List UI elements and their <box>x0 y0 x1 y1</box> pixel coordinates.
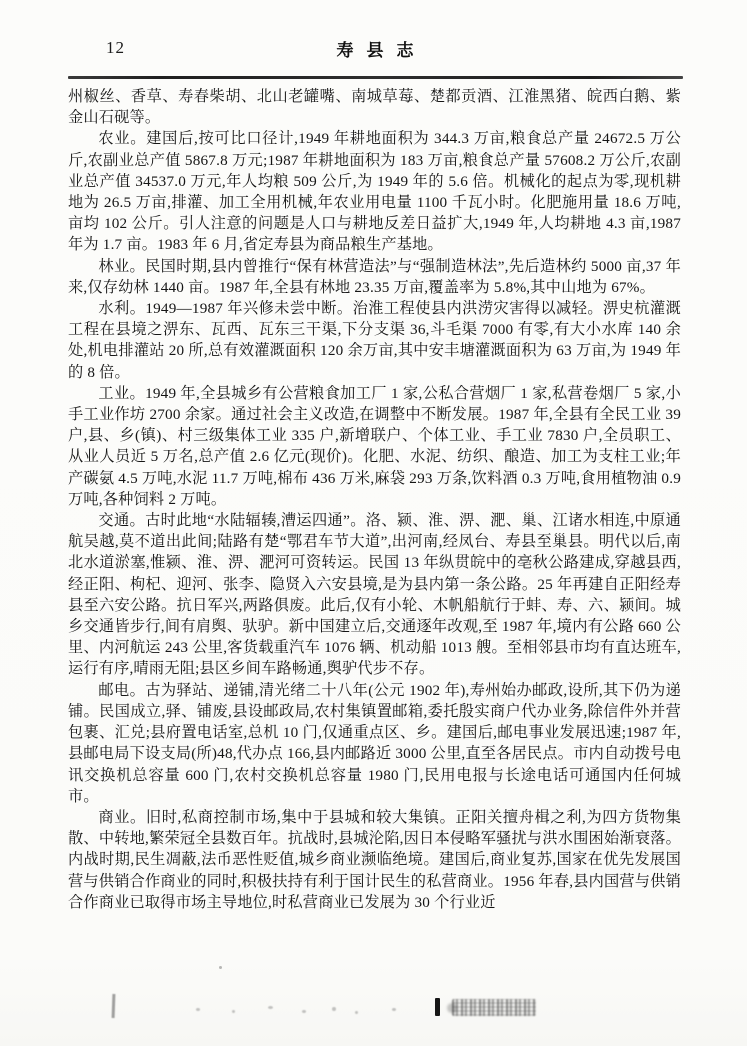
scan-speck <box>219 966 222 969</box>
header-rule-divider <box>68 76 683 79</box>
paragraph: 州椒丝、香草、寿春柴胡、北山老罐嘴、南城草莓、楚都贡酒、江淮黑猪、皖西白鹅、紫金山石砚等。 <box>68 88 681 127</box>
page-header <box>68 34 682 74</box>
paragraph: 邮电。古为驿站、递铺,清光绪二十八年(公元 1902 年),寿州始办邮政,设所,其下仍为递铺。民国成立,驿、铺废,县设邮政局,农村集镇置邮箱,委托殷实商户代办业务,除信件外并营包裹、汇兑;县府置电话室,总机 10 门,仅通重点区、乡。建国后,邮电事业发展迅速;1987 年,县邮电局下设支局(所)48,代办点 166,县内邮路近 3000 公里,直至各居民点。市内自动拨号电讯交换机总容量 600 门,农村交换机总容量 1980 门,民用电报与长途电话可通国内任何城市。 <box>68 681 681 805</box>
body-text <box>68 86 681 913</box>
scan-smudge <box>452 999 536 1016</box>
scan-artifact-left-tick <box>112 994 116 1018</box>
paragraph: 农业。建国后,按可比口径计,1949 年耕地面积为 344.3 万亩,粮食总产量 24672.5 万公斤,农副业总产值 5867.8 万元;1987 年耕地面积为 183 万亩,粮食总产量 57608.2 万公斤,农副业总产值 34537.0 万元,年人均粮 509 公斤,为 1949 年的 5.6 倍。机械化的起点为零,现机耕地为 26.5 万亩,排灌、加工全用机械,年农业用电量 1100 千瓦小时。化肥施用量 18.6 万吨,亩均 102 公斤。引人注意的问题是人口与耕地反差日益扩大,1949 年,人均耕地 4.3 亩,1987 年为 1.7 亩。1983 年 6 月,省定寿县为商品粮生产基地。 <box>68 130 681 254</box>
paragraph: 林业。民国时期,县内曾推行“保有林营造法”与“强制造林法”,先后造林约 5000 亩,37 年来,仅存幼林 1440 亩。1987 年,全县有林地 23.35 万亩,覆盖率为 5.8%,其中山地为 67%。 <box>68 257 681 296</box>
book-title: 寿县志 <box>336 41 427 60</box>
paragraph: 商业。旧时,私商控制市场,集中于县城和较大集镇。正阳关擅舟楫之利,为四方货物集散、中转地,繁荣冠全县数百年。抗战时,县城沦陷,因日本侵略军骚扰与洪水围困始渐衰落。内战时期,民生凋蔽,法币恶性贬值,城乡商业濒临绝境。建国后,商业复苏,国家在优先发展国营与供销合作商业的同时,积极扶持有利于国计民生的私营商业。1956 年春,县内国营与供销合作商业已取得市场主导地位,时私营商业已发展为 30 个行业近 <box>68 808 681 911</box>
scan-artifact-bar <box>435 998 440 1016</box>
page-number: 12 <box>106 38 125 57</box>
paragraph: 工业。1949 年,全县城乡有公营粮食加工厂 1 家,公私合营烟厂 1 家,私营卷烟厂 5 家,小手工业作坊 2700 余家。通过社会主义改造,在调整中不断发展。1987 年,全县有全民工业 39 户,县、乡(镇)、村三级集体工业 335 户,新增联户、个体工业、手工业 7830 户,全员职工、从业人员近 5 万名,总产值 2.6 亿元(现价)。化肥、水泥、纺织、酿造、加工为支柱工业;年产碳氨 4.5 万吨,水泥 11.7 万吨,棉布 436 万米,麻袋 293 万条,饮料酒 0.3 万吨,食用植物油 0.9 万吨,各种饲料 2 万吨。 <box>68 384 681 508</box>
paragraph: 水利。1949—1987 年兴修未尝中断。治淮工程使县内洪涝灾害得以减轻。淠史杭灌溉工程在县境之淠东、瓦西、瓦东三干渠,下分支渠 36,斗毛渠 7000 有零,有大小水库 140 余处,机电排灌站 20 所,总有效灌溉面积 120 余万亩,其中安丰塘灌溉面积为 63 万亩,为 1949 年的 8 倍。 <box>68 300 681 381</box>
paragraph: 交通。古时此地“水陆辐辏,漕运四通”。洛、颍、淮、淠、淝、巢、江诸水相连,中原通航吴越,莫不道出此间;陆路有楚“鄂君车节大道”,出河南,经凤台、寿县至巢县。明代以后,南北水道淤塞,惟颍、淮、淠、淝河可资转运。民国 13 年纵贯皖中的亳秋公路建成,穿越县西,经正阳、枸杞、迎河、张李、隐贤入六安县境,是为县内第一条公路。25 年再建自正阳经寿县至六安公路。抗日军兴,两路俱废。此后,仅有小轮、木帆船航行于蚌、寿、六、颍间。城乡交通皆步行,间有肩舆、驮驴。新中国建立后,交通逐年改观,至 1987 年,境内有公路 660 公里、内河航运 243 公里,客货载重汽车 1076 辆、机动船 1013 艘。至相邻县市均有直达班车,运行有序,晴雨无阻;县区乡间车路畅通,舆驴代步不存。 <box>68 512 681 678</box>
